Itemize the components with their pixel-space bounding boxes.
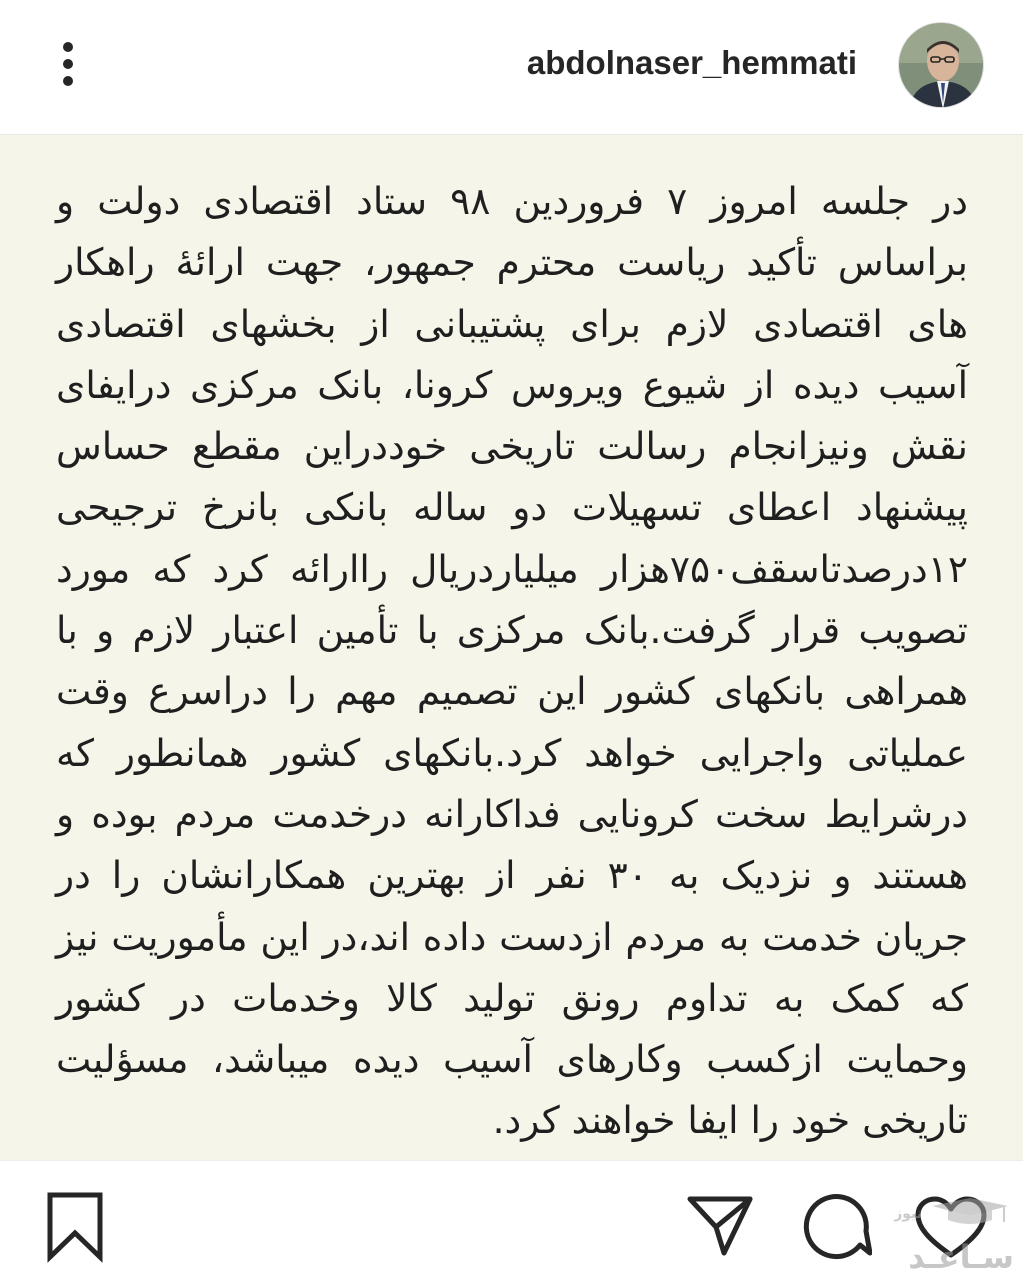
username[interactable]: abdolnaser_hemmati xyxy=(526,44,857,81)
watermark-text: سـاعـد xyxy=(908,1238,1014,1276)
watermark-logo xyxy=(870,1196,1020,1280)
bookmark-icon[interactable] xyxy=(44,1191,106,1263)
watermark-subtext: نیوز xyxy=(894,1206,922,1222)
share-icon[interactable] xyxy=(684,1193,756,1259)
profile-photo-icon xyxy=(899,23,984,108)
post-caption: در جلسه امروز ۷ فروردین ۹۸ ستاد اقتصادی دولت و براساس تأکید ریاست محترم جمهور، جهت ارائهٔ راهکار های اقتصادی لازم برای پشتیبانی از بخشهای اقتصادی آسیب دیده از شیوع ویروس کرونا، بانک مرکزی درایفای نقش ونیزانجام رسالت تاریخی خوددراین مقطع حساس پیشنهاد اعطای تسهیلات دو ساله بانکی بانرخ ترجیحی ۱۲درصدتاسقف۷۵۰هزار میلیاردریال راارائه کرد که مورد تصویب قرار گرفت.بانک مرکزی با تأمین اعتبار لازم و با همراهی بانکهای کشور این تصمیم مهم را دراسرع وقت عملیاتی واجرایی خواهد کرد.بانکهای کشور همانطور که درشرایط سخت کرونایی فداکارانه درخدمت مردم بوده و هستند و نزدیک به ۳۰ نفر از بهترین همکارانشان را در جریان خدمت به مردم ازدست داده اند،در این مأموریت نیز که کمک به تداوم رونق تولید کالا وخدمات در کشور وحمایت ازکسب وکارهای آسیب دیده میباشد، مسؤلیت تاریخی خود را ایفا خواهند کرد. xyxy=(56,179,968,1143)
post-body xyxy=(0,135,1023,1160)
post-header xyxy=(0,0,1023,135)
comment-icon[interactable] xyxy=(800,1191,872,1261)
avatar[interactable] xyxy=(898,22,984,108)
more-vertical-icon[interactable] xyxy=(50,36,86,92)
